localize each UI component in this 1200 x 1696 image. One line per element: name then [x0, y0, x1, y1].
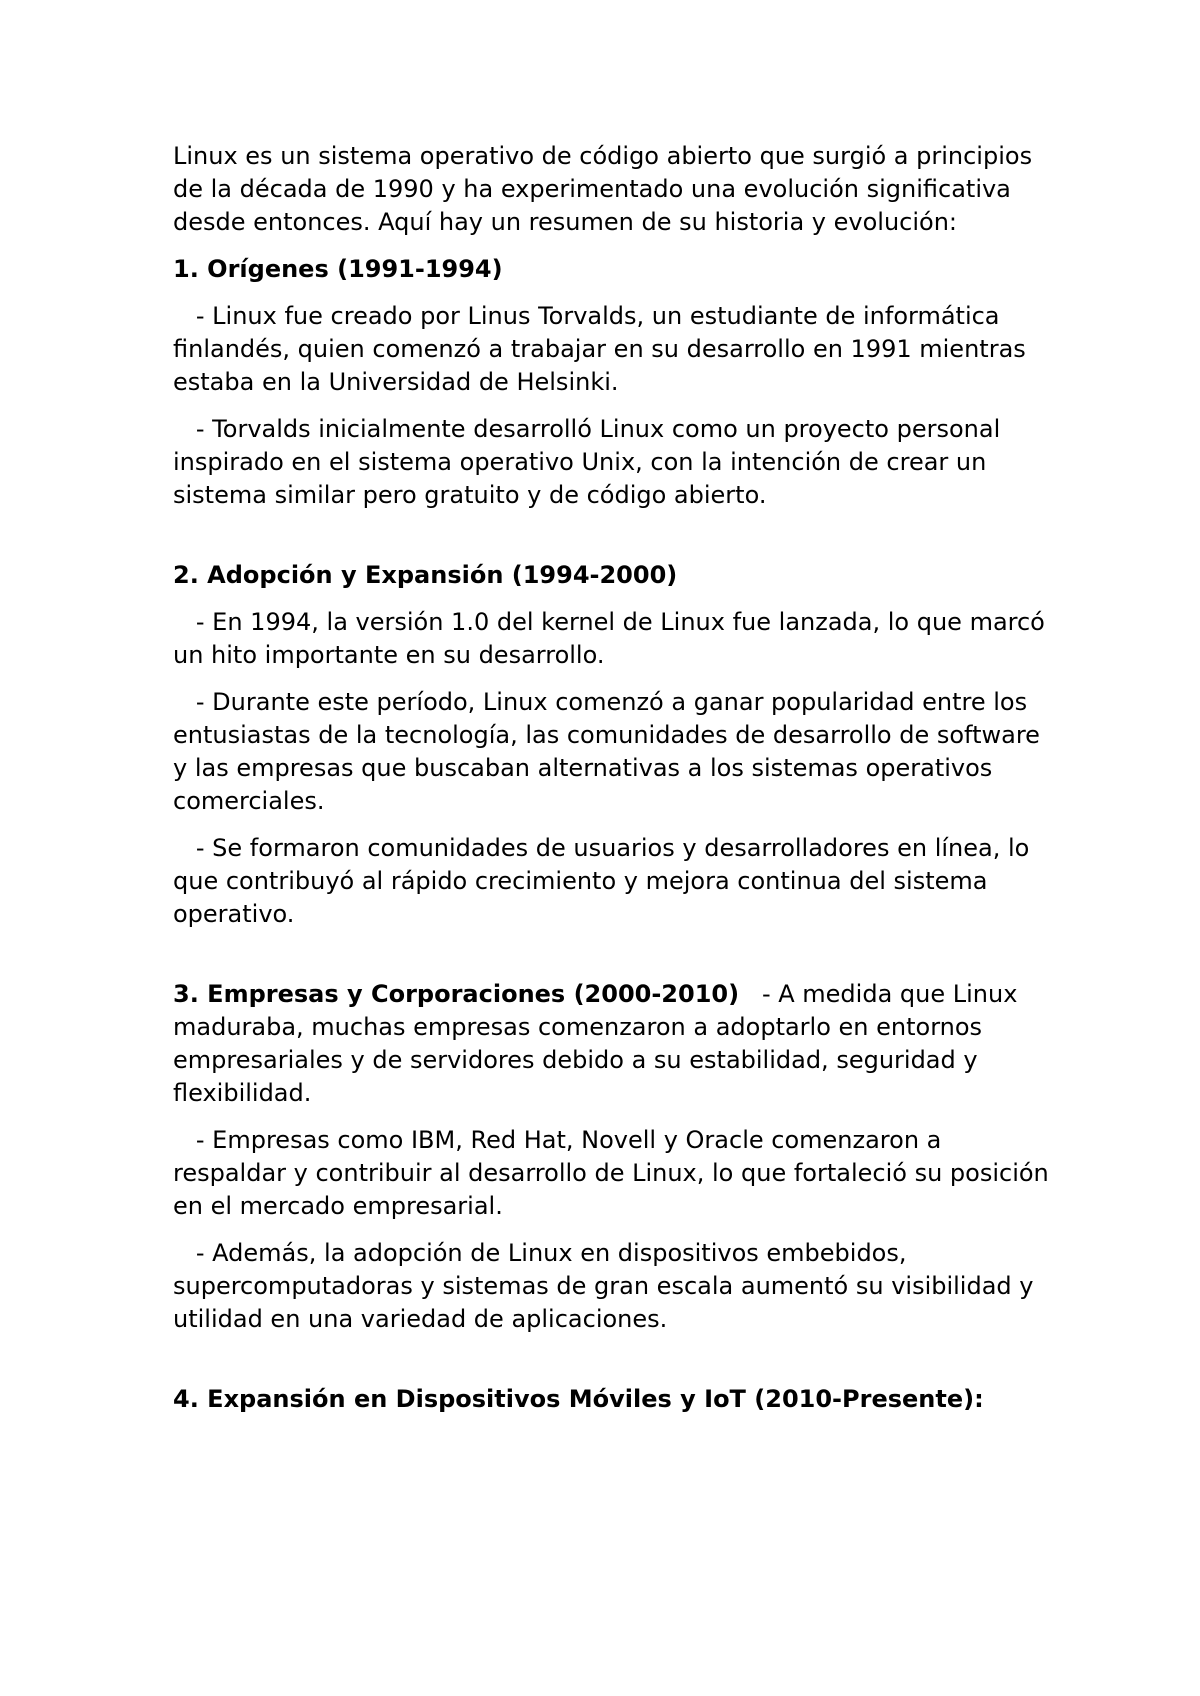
section-heading-origins: 1. Orígenes (1991-1994)	[173, 255, 503, 283]
origins-paragraph-2: - Torvalds inicialmente desarrolló Linux como un proyecto personal inspirado en el sistema operativo Unix, con la intención de crear un sistema similar pero gratuito y de código abierto.	[173, 415, 1008, 509]
enterprise-heading-trailing-text: - A medida que Linux maduraba, muchas empresas comenzaron a adoptarlo en entornos empresariales y de servidores debido a su estabilidad, seguridad y flexibilidad.	[173, 980, 1026, 1107]
enterprise-paragraph-1	[173, 978, 1053, 1110]
enterprise-paragraph-2: - Empresas como IBM, Red Hat, Novell y Oracle comenzaron a respaldar y contribuir al desarrollo de Linux, lo que fortaleció su posición en el mercado empresarial.	[173, 1126, 1057, 1220]
enterprise-paragraph-3: - Además, la adopción de Linux en dispositivos embebidos, supercomputadoras y sistemas de gran escala aumentó su visibilidad y utilidad en una variedad de aplicaciones.	[173, 1239, 1042, 1333]
section-heading-adoption: 2. Adopción y Expansión (1994-2000)	[173, 561, 678, 589]
adoption-paragraph-1: - En 1994, la versión 1.0 del kernel de Linux fue lanzada, lo que marcó un hito importante en su desarrollo.	[173, 608, 1053, 669]
section-heading-mobile-iot: 4. Expansión en Dispositivos Móviles y IoT (2010-Presente):	[173, 1385, 984, 1413]
section-spacer	[173, 1350, 1053, 1383]
document-body	[173, 140, 1057, 1430]
origins-paragraph-1: - Linux fue creado por Linus Torvalds, un estudiante de informática finlandés, quien comenzó a trabajar en su desarrollo en 1991 mientras estaba en la Universidad de Helsinki.	[173, 302, 1034, 396]
adoption-paragraph-2: - Durante este período, Linux comenzó a ganar popularidad entre los entusiastas de la tecnología, las comunidades de desarrollo de software y las empresas que buscaban alternativas a los sistemas operativos comerciales.	[173, 688, 1048, 815]
section-heading-enterprise: 3. Empresas y Corporaciones (2000-2010)	[173, 980, 740, 1008]
section-spacer	[173, 945, 1053, 978]
adoption-paragraph-3: - Se formaron comunidades de usuarios y desarrolladores en línea, lo que contribuyó al rápido crecimiento y mejora continua del sistema operativo.	[173, 834, 1037, 928]
intro-paragraph: Linux es un sistema operativo de código abierto que surgió a principios de la década de 1990 y ha experimentado una evolución significativa desde entonces. Aquí hay un resumen de su historia y evolución:	[173, 142, 1033, 236]
section-spacer	[173, 526, 1053, 559]
